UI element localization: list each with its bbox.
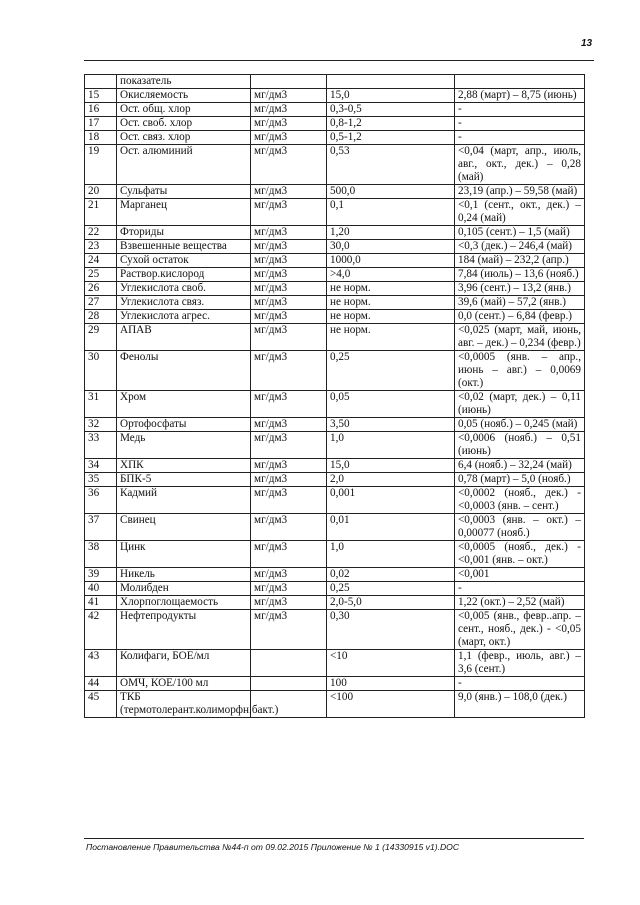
range-cell: 0,0 (сент.) – 6,84 (февр.)	[455, 310, 585, 324]
row-number-cell: 25	[85, 268, 117, 282]
norm-cell: 0,25	[327, 351, 455, 391]
unit-cell: мг/дм3	[251, 487, 327, 514]
range-cell: 0,05 (нояб.) – 0,245 (май)	[455, 418, 585, 432]
table-row	[85, 226, 585, 240]
indicator-name-cell: Сульфаты	[117, 185, 251, 199]
indicator-name-cell: Ост. общ. хлор	[117, 103, 251, 117]
range-cell: -	[455, 582, 585, 596]
range-cell: <0,0005 (янв. – апр., июнь – авг.) – 0,0069 (окт.)	[455, 351, 585, 391]
row-number-cell: 24	[85, 254, 117, 268]
indicator-name-cell: Хлорпоглощаемость	[117, 596, 251, 610]
row-number-cell: 32	[85, 418, 117, 432]
row-number-cell: 38	[85, 541, 117, 568]
range-cell: <0,025 (март, май, июнь, авг. – дек.) – 0,234 (февр.)	[455, 324, 585, 351]
norm-cell	[327, 75, 455, 89]
row-number-cell: 40	[85, 582, 117, 596]
indicator-name-cell: Кадмий	[117, 487, 251, 514]
unit-cell: мг/дм3	[251, 89, 327, 103]
row-number-cell	[85, 75, 117, 89]
table-row	[85, 596, 585, 610]
indicator-name-cell: БПК-5	[117, 473, 251, 487]
range-cell: 0,105 (сент.) – 1,5 (май)	[455, 226, 585, 240]
row-number-cell: 20	[85, 185, 117, 199]
indicator-name-cell: Ост. связ. хлор	[117, 131, 251, 145]
table-row	[85, 145, 585, 185]
range-cell: -	[455, 131, 585, 145]
norm-cell: не норм.	[327, 324, 455, 351]
water-quality-table	[84, 74, 585, 718]
table-row	[85, 282, 585, 296]
range-cell: <0,3 (дек.) – 246,4 (май)	[455, 240, 585, 254]
row-number-cell: 42	[85, 610, 117, 650]
indicator-name-cell: ХПК	[117, 459, 251, 473]
indicator-name-cell: Фториды	[117, 226, 251, 240]
table-row	[85, 459, 585, 473]
norm-cell: 3,50	[327, 418, 455, 432]
table-row	[85, 582, 585, 596]
row-number-cell: 44	[85, 677, 117, 691]
row-number-cell: 18	[85, 131, 117, 145]
table-row	[85, 351, 585, 391]
range-cell: 2,88 (март) – 8,75 (июнь)	[455, 89, 585, 103]
table-row	[85, 310, 585, 324]
footer-rule	[84, 838, 584, 839]
unit-cell: мг/дм3	[251, 240, 327, 254]
indicator-name-cell: Углекислота агрес.	[117, 310, 251, 324]
range-cell: <0,0003 (янв. – окт.) – 0,00077 (нояб.)	[455, 514, 585, 541]
table-row	[85, 185, 585, 199]
header-rule	[84, 60, 594, 61]
norm-cell: 0,8-1,2	[327, 117, 455, 131]
norm-cell: 100	[327, 677, 455, 691]
norm-cell: <10	[327, 650, 455, 677]
range-cell: 7,84 (июль) – 13,6 (нояб.)	[455, 268, 585, 282]
table-row	[85, 254, 585, 268]
table-row	[85, 296, 585, 310]
table-row	[85, 89, 585, 103]
table-row	[85, 131, 585, 145]
indicator-name-cell: Углекислота связ.	[117, 296, 251, 310]
indicator-name-cell: Раствор.кислород	[117, 268, 251, 282]
range-cell: <0,02 (март, дек.) – 0,11 (июнь)	[455, 391, 585, 418]
norm-cell: 1,0	[327, 432, 455, 459]
unit-cell: мг/дм3	[251, 596, 327, 610]
row-number-cell: 41	[85, 596, 117, 610]
range-cell: <0,005 (янв., февр..апр. – сент., нояб., дек.) - <0,05 (март, окт.)	[455, 610, 585, 650]
row-number-cell: 23	[85, 240, 117, 254]
unit-cell: мг/дм3	[251, 473, 327, 487]
norm-cell: 0,5-1,2	[327, 131, 455, 145]
range-cell: <0,1 (сент., окт., дек.) – 0,24 (май)	[455, 199, 585, 226]
unit-cell: мг/дм3	[251, 459, 327, 473]
indicator-name-cell: Молибден	[117, 582, 251, 596]
indicator-name-cell: Свинец	[117, 514, 251, 541]
table-row	[85, 75, 585, 89]
unit-cell: мг/дм3	[251, 324, 327, 351]
unit-cell: мг/дм3	[251, 310, 327, 324]
indicator-name-cell: Взвешенные вещества	[117, 240, 251, 254]
norm-cell: 1,20	[327, 226, 455, 240]
row-number-cell: 19	[85, 145, 117, 185]
row-number-cell: 22	[85, 226, 117, 240]
row-number-cell: 37	[85, 514, 117, 541]
table-row	[85, 432, 585, 459]
table-row	[85, 117, 585, 131]
unit-cell: мг/дм3	[251, 432, 327, 459]
range-cell: 23,19 (апр.) – 59,58 (май)	[455, 185, 585, 199]
norm-cell: 0,02	[327, 568, 455, 582]
norm-cell: 0,30	[327, 610, 455, 650]
row-number-cell: 31	[85, 391, 117, 418]
row-number-cell: 35	[85, 473, 117, 487]
row-number-cell: 17	[85, 117, 117, 131]
unit-cell	[251, 75, 327, 89]
norm-cell: 1000,0	[327, 254, 455, 268]
range-cell: -	[455, 117, 585, 131]
unit-cell: мг/дм3	[251, 282, 327, 296]
unit-cell: мг/дм3	[251, 514, 327, 541]
unit-cell: мг/дм3	[251, 541, 327, 568]
indicator-name-cell: Углекислота своб.	[117, 282, 251, 296]
table-row	[85, 473, 585, 487]
range-cell: <0,001	[455, 568, 585, 582]
table-row	[85, 691, 585, 718]
range-cell: -	[455, 103, 585, 117]
table-row	[85, 610, 585, 650]
unit-cell: мг/дм3	[251, 131, 327, 145]
row-number-cell: 36	[85, 487, 117, 514]
row-number-cell: 27	[85, 296, 117, 310]
indicator-name-cell: Никель	[117, 568, 251, 582]
unit-cell: мг/дм3	[251, 145, 327, 185]
norm-cell: 2,0	[327, 473, 455, 487]
range-cell: 1,1 (февр., июль, авг.) – 3,6 (сент.)	[455, 650, 585, 677]
indicator-name-cell: Фенолы	[117, 351, 251, 391]
indicator-name-cell: Окисляемость	[117, 89, 251, 103]
unit-cell: мг/дм3	[251, 568, 327, 582]
indicator-name-cell: Медь	[117, 432, 251, 459]
table-row	[85, 650, 585, 677]
row-number-cell: 39	[85, 568, 117, 582]
row-number-cell: 15	[85, 89, 117, 103]
range-cell: 184 (май) – 232,2 (апр.)	[455, 254, 585, 268]
table-row	[85, 487, 585, 514]
unit-cell: мг/дм3	[251, 418, 327, 432]
norm-cell: 0,25	[327, 582, 455, 596]
table-row	[85, 240, 585, 254]
table-row	[85, 514, 585, 541]
indicator-name-cell: ОМЧ, КОЕ/100 мл	[117, 677, 251, 691]
norm-cell: 15,0	[327, 459, 455, 473]
table-row	[85, 324, 585, 351]
range-cell: 0,78 (март) – 5,0 (нояб.)	[455, 473, 585, 487]
indicator-name-cell: показатель	[117, 75, 251, 89]
row-number-cell: 30	[85, 351, 117, 391]
range-cell: <0,0005 (нояб., дек.) - <0,001 (янв. – окт.)	[455, 541, 585, 568]
row-number-cell: 33	[85, 432, 117, 459]
table-row	[85, 418, 585, 432]
unit-cell: мг/дм3	[251, 185, 327, 199]
row-number-cell: 45	[85, 691, 117, 718]
indicator-name-cell: Ост. алюминий	[117, 145, 251, 185]
norm-cell: 0,1	[327, 199, 455, 226]
footer-text: Постановление Правительства №44-п от 09.02.2015 Приложение № 1 (14330915 v1).DOC	[86, 842, 460, 852]
norm-cell: не норм.	[327, 310, 455, 324]
norm-cell: <100	[327, 691, 455, 718]
norm-cell: 0,05	[327, 391, 455, 418]
norm-cell: 30,0	[327, 240, 455, 254]
unit-cell: мг/дм3	[251, 296, 327, 310]
norm-cell: 2,0-5,0	[327, 596, 455, 610]
range-cell: <0,04 (март, апр., июль, авг., окт., дек.) – 0,28 (май)	[455, 145, 585, 185]
range-cell	[455, 75, 585, 89]
table-row	[85, 568, 585, 582]
range-cell: <0,0006 (нояб.) – 0,51 (июнь)	[455, 432, 585, 459]
unit-cell	[251, 677, 327, 691]
unit-cell	[251, 650, 327, 677]
row-number-cell: 28	[85, 310, 117, 324]
table-row	[85, 541, 585, 568]
row-number-cell: 16	[85, 103, 117, 117]
row-number-cell: 26	[85, 282, 117, 296]
table-row	[85, 199, 585, 226]
norm-cell: 0,53	[327, 145, 455, 185]
range-cell: 9,0 (янв.) – 108,0 (дек.)	[455, 691, 585, 718]
table-row	[85, 103, 585, 117]
norm-cell: 0,01	[327, 514, 455, 541]
range-cell: 6,4 (нояб.) – 32,24 (май)	[455, 459, 585, 473]
page-number: 13	[581, 38, 593, 49]
indicator-name-cell: Ост. своб. хлор	[117, 117, 251, 131]
row-number-cell: 29	[85, 324, 117, 351]
unit-cell: мг/дм3	[251, 117, 327, 131]
norm-cell: не норм.	[327, 282, 455, 296]
unit-cell: мг/дм3	[251, 226, 327, 240]
unit-cell: мг/дм3	[251, 254, 327, 268]
norm-cell: 500,0	[327, 185, 455, 199]
range-cell: 3,96 (сент.) – 13,2 (янв.)	[455, 282, 585, 296]
unit-cell: мг/дм3	[251, 199, 327, 226]
indicator-name-cell: АПАВ	[117, 324, 251, 351]
range-cell: 1,22 (окт.) – 2,52 (май)	[455, 596, 585, 610]
unit-cell: мг/дм3	[251, 582, 327, 596]
unit-cell: мг/дм3	[251, 351, 327, 391]
indicator-name-cell: Колифаги, БОЕ/мл	[117, 650, 251, 677]
norm-cell: не норм.	[327, 296, 455, 310]
indicator-name-cell: Марганец	[117, 199, 251, 226]
unit-cell: мг/дм3	[251, 391, 327, 418]
indicator-name-cell: Ортофосфаты	[117, 418, 251, 432]
table-row	[85, 391, 585, 418]
row-number-cell: 21	[85, 199, 117, 226]
row-number-cell: 43	[85, 650, 117, 677]
indicator-name-cell: ТКБ (термотолерант.колиморфн.бакт.)	[117, 691, 251, 718]
indicator-name-cell: Нефтепродукты	[117, 610, 251, 650]
row-number-cell: 34	[85, 459, 117, 473]
range-cell: 39,6 (май) – 57,2 (янв.)	[455, 296, 585, 310]
indicator-name-cell: Сухой остаток	[117, 254, 251, 268]
table-row	[85, 677, 585, 691]
norm-cell: 15,0	[327, 89, 455, 103]
norm-cell: 0,001	[327, 487, 455, 514]
range-cell: <0,0002 (нояб., дек.) - <0,0003 (янв. – сент.)	[455, 487, 585, 514]
norm-cell: >4,0	[327, 268, 455, 282]
norm-cell: 0,3-0,5	[327, 103, 455, 117]
range-cell: -	[455, 677, 585, 691]
indicator-name-cell: Цинк	[117, 541, 251, 568]
table-body	[85, 75, 585, 718]
unit-cell: мг/дм3	[251, 610, 327, 650]
indicator-name-cell: Хром	[117, 391, 251, 418]
norm-cell: 1,0	[327, 541, 455, 568]
table-row	[85, 268, 585, 282]
unit-cell: мг/дм3	[251, 268, 327, 282]
unit-cell: мг/дм3	[251, 103, 327, 117]
